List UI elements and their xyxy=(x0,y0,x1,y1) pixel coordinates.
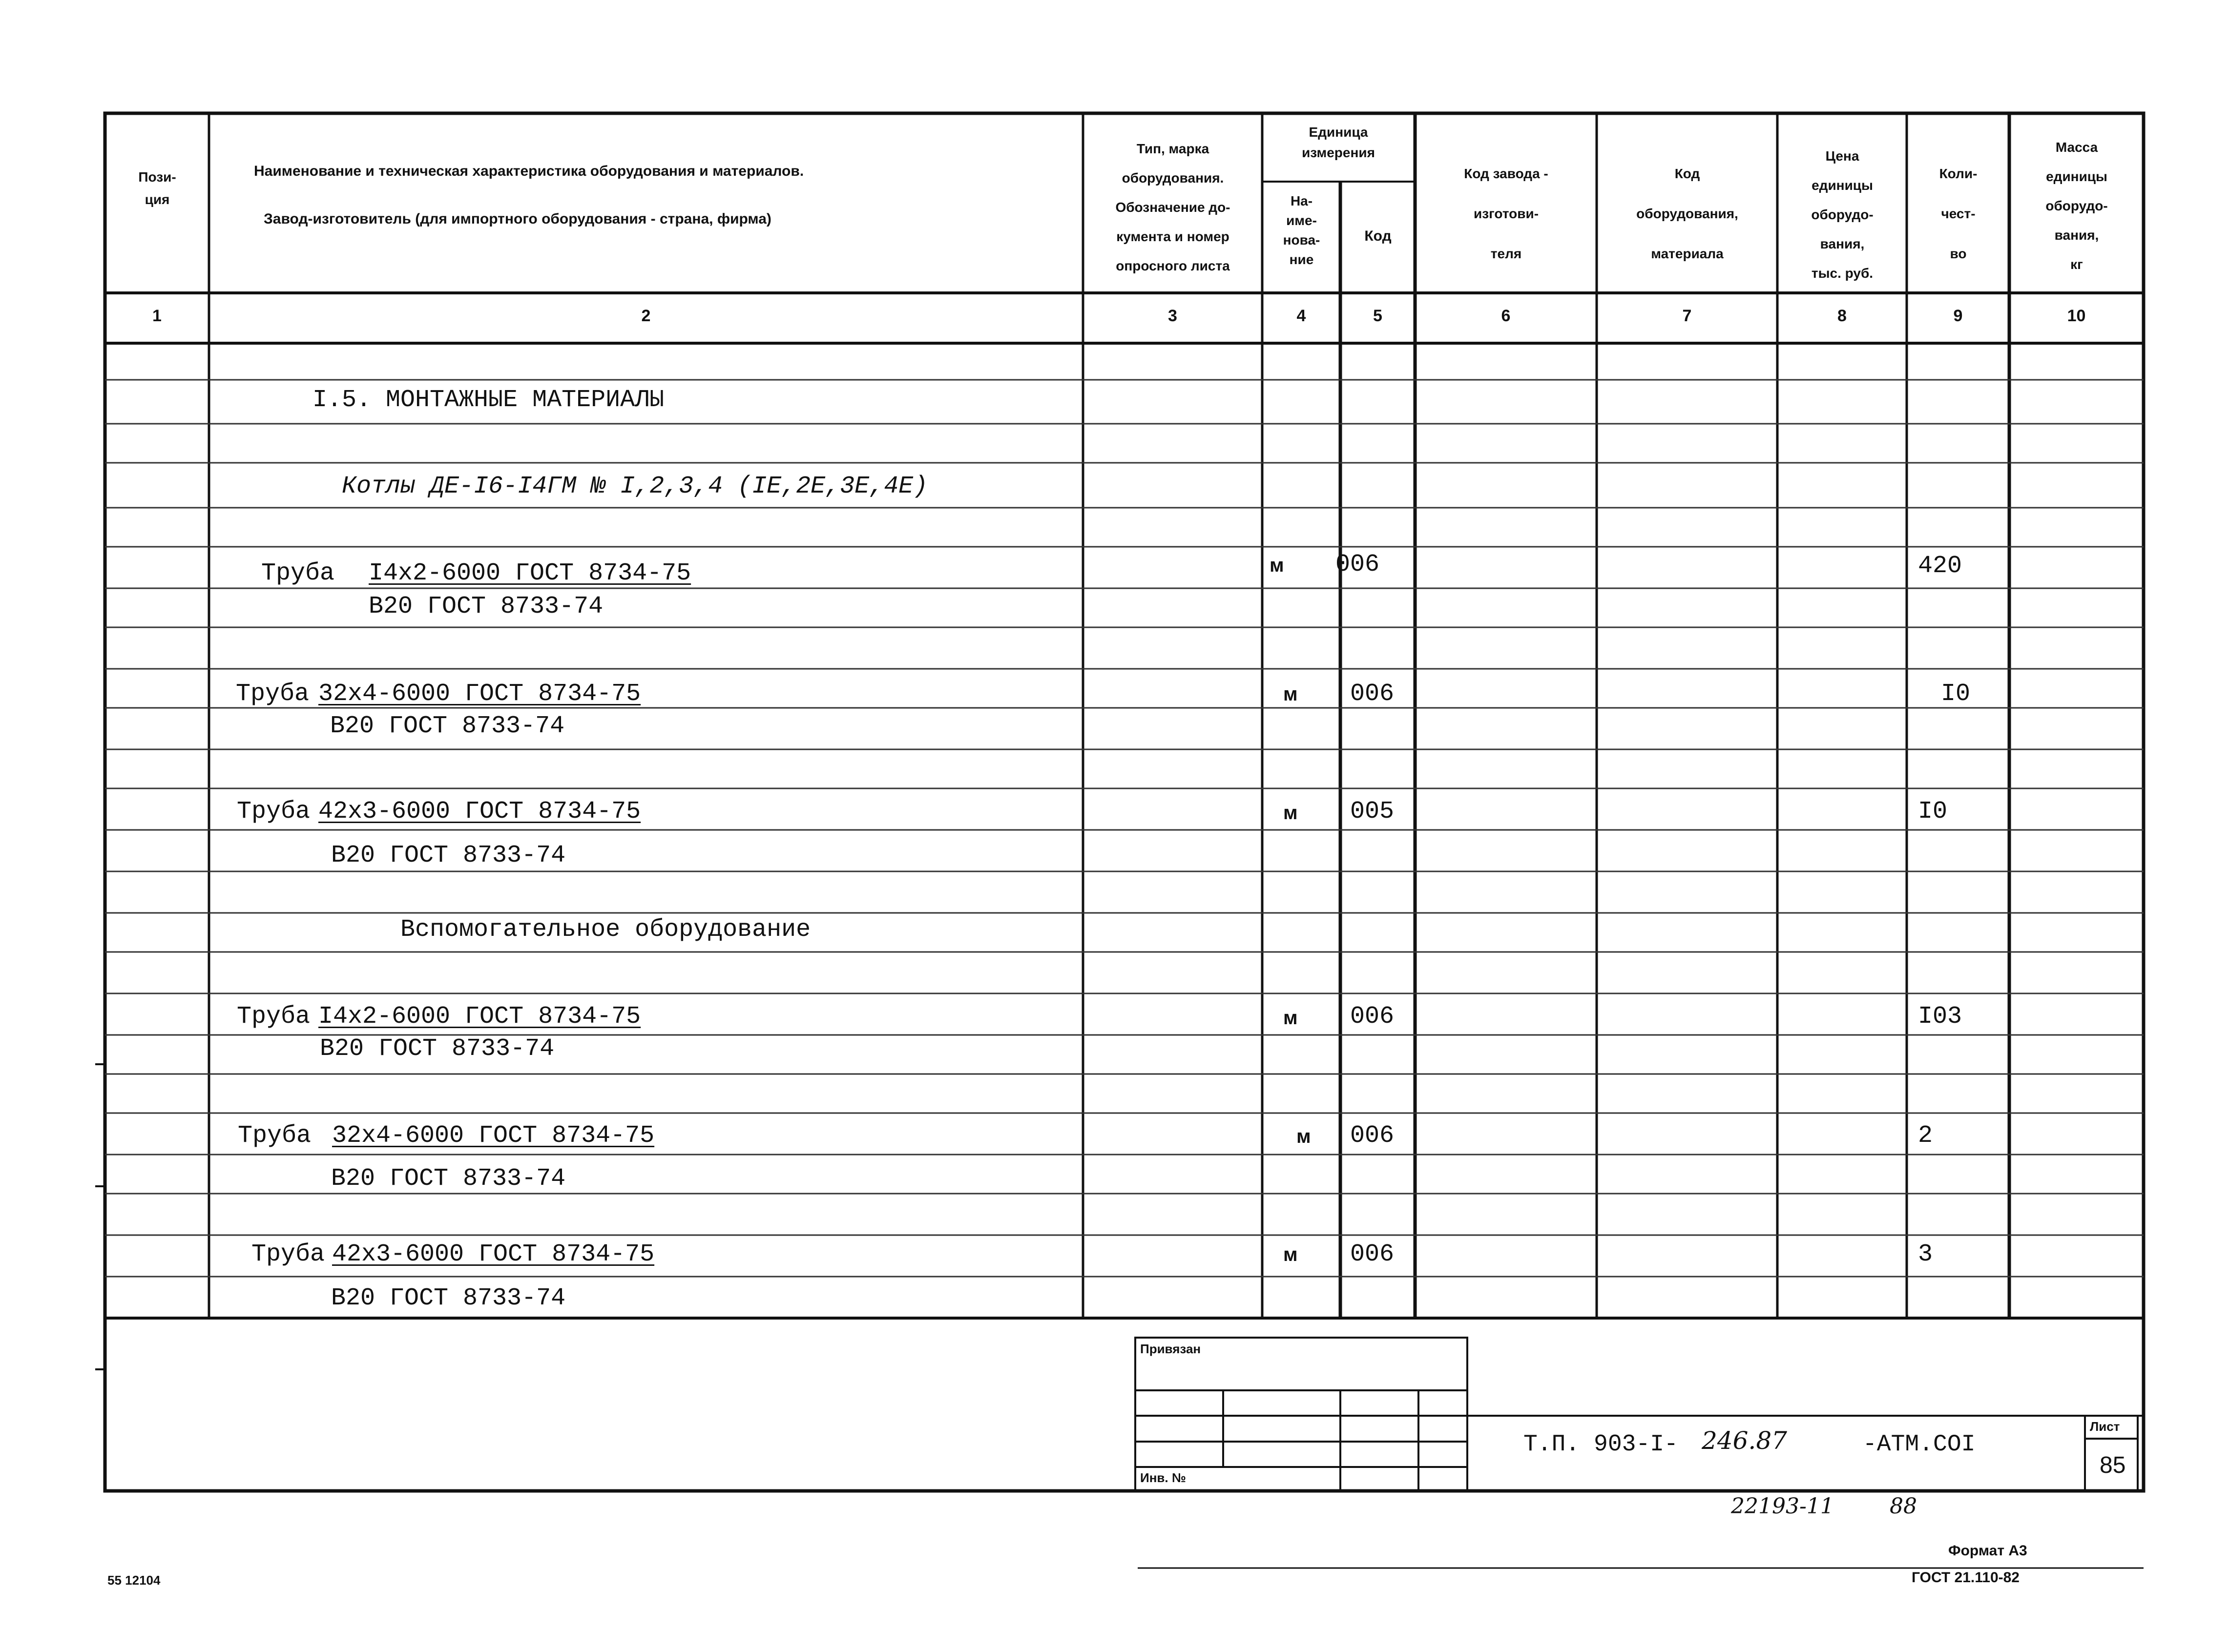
column-number-6: 6 xyxy=(1501,307,1511,325)
header-quantity: Коли- чест- во xyxy=(1939,166,1978,261)
doc-code-suffix: -АТМ.СОI xyxy=(1863,1431,1976,1458)
column-number-1: 1 xyxy=(152,307,162,325)
item-5-spec: 32х4-6000 ГОСТ 8734-75 xyxy=(332,1122,655,1150)
header-mass: Масса единицы оборудо- вания, кг xyxy=(2045,140,2108,272)
item-6-name: Труба xyxy=(251,1240,325,1268)
item-6-material: В20 ГОСТ 8733-74 xyxy=(331,1284,566,1312)
item-4-code: 006 xyxy=(1350,1003,1395,1031)
header-unit-group: Единица измерения xyxy=(1302,124,1375,160)
header-price: Цена единицы оборудо- вания, тыс. руб. xyxy=(1811,148,1874,281)
sheet-number: 85 xyxy=(2100,1452,2126,1478)
item-5-qty: 2 xyxy=(1918,1122,1933,1150)
item-2-spec: 32х4-6000 ГОСТ 8734-75 xyxy=(318,680,641,708)
column-number-2: 2 xyxy=(641,307,651,325)
stamp-privyazan: Привязан xyxy=(1140,1342,1201,1356)
item-1-unit: м xyxy=(1270,555,1284,576)
header-type: Тип, марка оборудования. Обозначение до- кумента и номер опросного листа xyxy=(1115,141,1230,273)
item-6-spec: 42х3-6000 ГОСТ 8734-75 xyxy=(332,1240,655,1268)
item-5-code: 006 xyxy=(1350,1122,1395,1150)
item-2-qty: I0 xyxy=(1941,680,1971,708)
header-name-line2: Завод-изготовитель (для импортного оборудования - страна, фирма) xyxy=(264,211,771,227)
item-5-material: В20 ГОСТ 8733-74 xyxy=(331,1165,566,1193)
column-number-9: 9 xyxy=(1953,307,1963,325)
item-4-qty: I03 xyxy=(1918,1003,1962,1031)
item-1-material: В20 ГОСТ 8733-74 xyxy=(369,593,604,620)
standard-label: ГОСТ 21.110-82 xyxy=(1912,1569,2020,1586)
item-6-unit: м xyxy=(1283,1244,1298,1265)
item-5-unit: м xyxy=(1296,1126,1311,1147)
item-1-qty: 420 xyxy=(1918,552,1962,580)
column-number-8: 8 xyxy=(1837,307,1847,325)
header-equipment-code: Код оборудования, материала xyxy=(1636,166,1738,261)
item-3-code: 005 xyxy=(1350,798,1395,826)
item-1-name: Труба xyxy=(261,559,335,587)
stamp-inv-no: Инв. № xyxy=(1140,1470,1186,1485)
header-unit-code: Код xyxy=(1364,228,1392,244)
item-3-name: Труба xyxy=(237,798,311,826)
archive-number-handwritten: 22193-11 xyxy=(1731,1494,1834,1519)
item-2-code: 006 xyxy=(1350,680,1395,708)
section-heading: I.5. МОНТАЖНЫЕ МАТЕРИАЛЫ xyxy=(312,386,665,414)
item-4-unit: м xyxy=(1283,1007,1298,1029)
item-3-qty: I0 xyxy=(1918,798,1948,826)
doc-code-prefix: Т.П. 903-I- xyxy=(1523,1431,1678,1458)
header-name-line1: Наименование и техническая характеристика оборудования и материалов. xyxy=(254,163,804,179)
item-1-code: 006 xyxy=(1335,551,1380,578)
item-3-unit: м xyxy=(1283,802,1298,824)
item-2-material: В20 ГОСТ 8733-74 xyxy=(330,712,565,740)
header-unit-name: На- име- нова- ние xyxy=(1283,193,1320,267)
item-6-qty: 3 xyxy=(1918,1240,1933,1268)
item-3-spec: 42х3-6000 ГОСТ 8734-75 xyxy=(318,798,641,826)
item-6-code: 006 xyxy=(1350,1240,1395,1268)
column-number-4: 4 xyxy=(1296,307,1306,325)
archive-number-handwritten-2: 88 xyxy=(1890,1494,1917,1519)
doc-code-handwritten: 246.87 xyxy=(1702,1426,1787,1455)
item-5-name: Труба xyxy=(238,1122,312,1150)
column-number-3: 3 xyxy=(1168,307,1177,325)
format-label: Формат А3 xyxy=(1948,1543,2027,1559)
item-2-name: Труба xyxy=(236,680,310,708)
item-4-name: Труба xyxy=(237,1003,311,1031)
header-position: Пози- ция xyxy=(138,169,176,207)
subsection-heading: Котлы ДЕ-I6-I4ГМ № I,2,3,4 (IЕ,2Е,3Е,4Е) xyxy=(342,473,928,500)
auxiliary-heading: Вспомогательное оборудование xyxy=(400,916,811,944)
header-maker-code: Код завода - изготови- теля xyxy=(1464,166,1548,261)
sheet-label: Лист xyxy=(2090,1419,2120,1434)
column-number-10: 10 xyxy=(2067,307,2086,325)
item-3-material: В20 ГОСТ 8733-74 xyxy=(331,842,566,869)
item-4-spec: I4х2-6000 ГОСТ 8734-75 xyxy=(318,1003,641,1031)
column-number-5: 5 xyxy=(1373,307,1382,325)
column-number-7: 7 xyxy=(1682,307,1692,325)
item-1-spec: I4х2-6000 ГОСТ 8734-75 xyxy=(369,559,691,587)
item-2-unit: м xyxy=(1283,683,1298,705)
left-code: 55 12104 xyxy=(107,1573,161,1588)
item-4-material: В20 ГОСТ 8733-74 xyxy=(320,1035,555,1063)
